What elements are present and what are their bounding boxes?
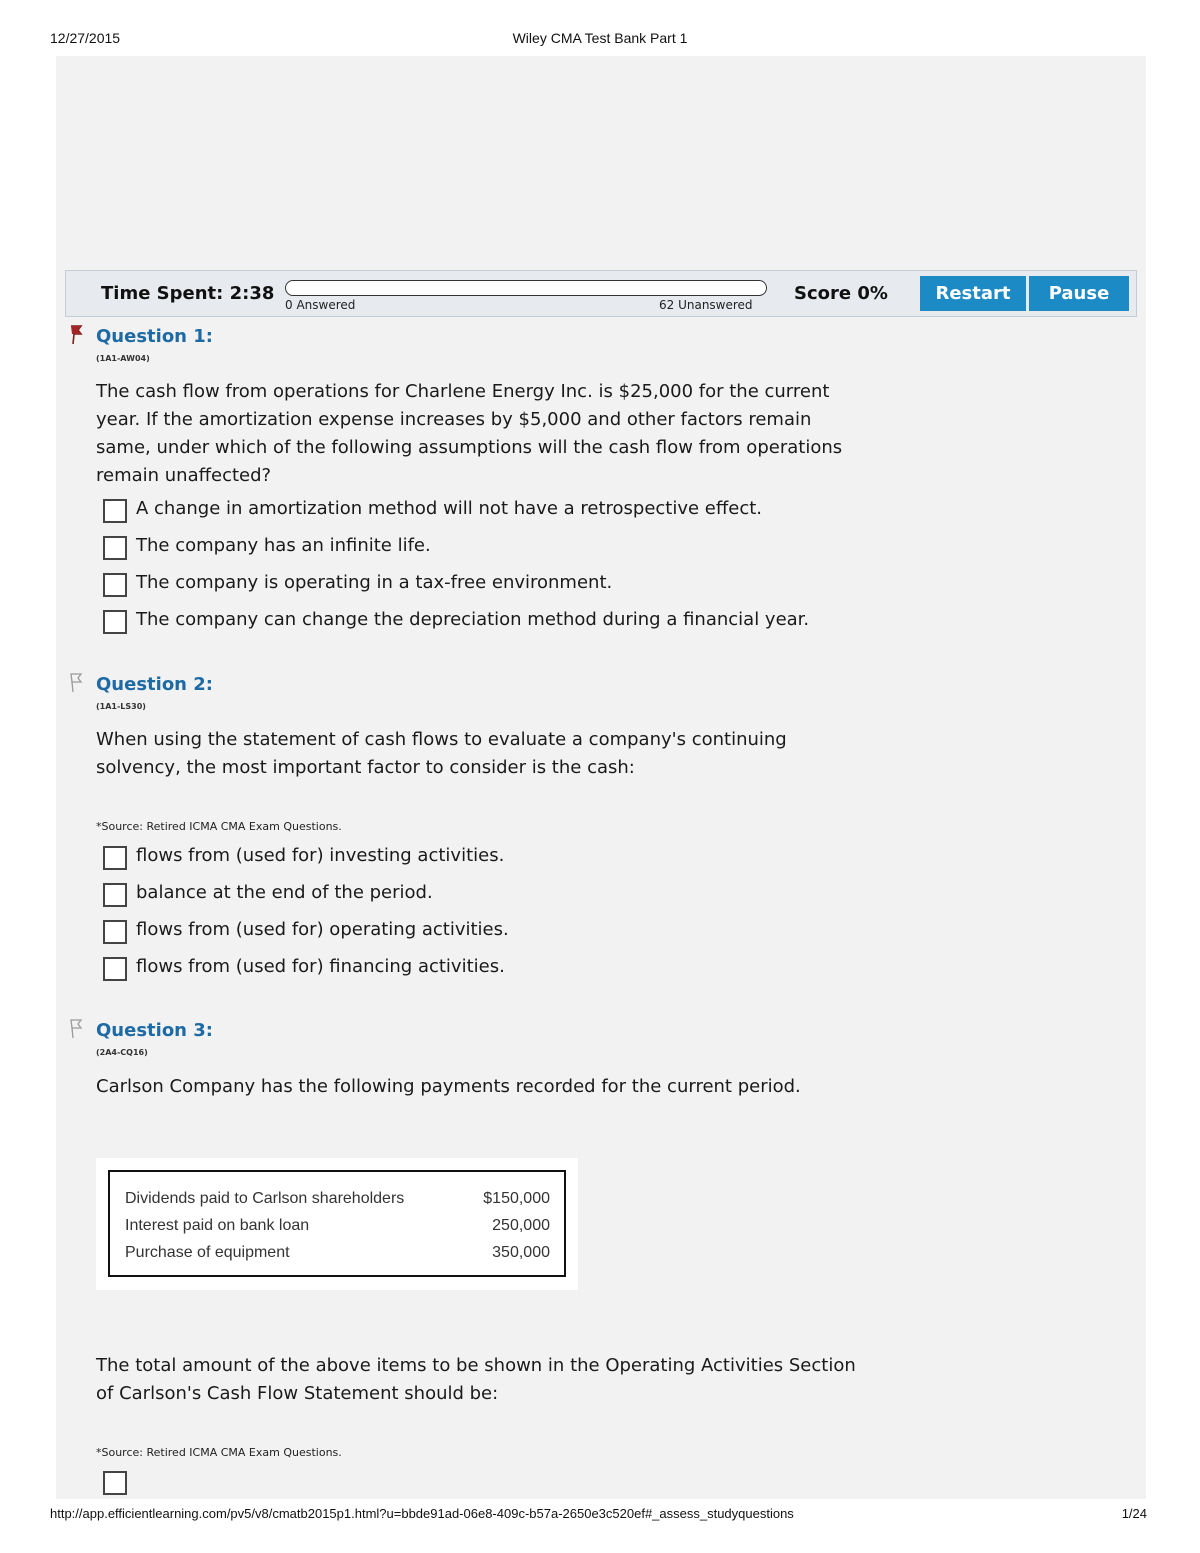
option-label: The company is operating in a tax-free environment.: [136, 572, 613, 593]
assessment-toolbar: [65, 270, 1137, 317]
payments-table-border: [108, 1170, 566, 1277]
checkbox[interactable]: [103, 610, 127, 634]
answer-option[interactable]: [103, 498, 863, 524]
answer-option[interactable]: [103, 535, 863, 561]
answer-option[interactable]: [103, 956, 863, 982]
table-row: [125, 1217, 550, 1239]
flag-icon[interactable]: [68, 1019, 84, 1039]
table-cell-label: Purchase of equipment: [125, 1244, 290, 1261]
answer-option[interactable]: [103, 572, 863, 598]
table-cell-value: 250,000: [492, 1217, 550, 1234]
answer-option[interactable]: [103, 919, 863, 945]
answered-count: 0 Answered: [285, 298, 356, 312]
print-header: [0, 30, 1200, 50]
option-label: flows from (used for) operating activities.: [136, 919, 509, 940]
checkbox[interactable]: [103, 499, 127, 523]
question-title: Question 3:: [96, 1020, 213, 1041]
flag-icon[interactable]: [68, 673, 84, 693]
checkbox[interactable]: [103, 846, 127, 870]
checkbox[interactable]: [103, 883, 127, 907]
option-label: The company has an infinite life.: [136, 535, 431, 556]
table-row: [125, 1190, 550, 1212]
print-date: 12/27/2015: [50, 30, 121, 46]
print-url: http://app.efficientlearning.com/pv5/v8/cmatb2015p1.html?u=bbde91ad-06e8-409c-b57a-2650e3c520ef#_assess_studyquestions: [50, 1506, 794, 1521]
payments-table: [96, 1158, 578, 1290]
question-text: The cash flow from operations for Charlene Energy Inc. is $25,000 for the current year. If the amortization expense increases by $5,000 and other factors remain same, under which of the following assumptions will the cash flow from operations remain unaffected?: [96, 381, 843, 486]
print-footer: [0, 1506, 1200, 1526]
score: Score 0%: [794, 283, 888, 304]
progress-bar: [285, 280, 767, 296]
question-text-continued: The total amount of the above items to be shown in the Operating Activities Section of Carlson's Cash Flow Statement should be:: [96, 1355, 856, 1404]
option-label: flows from (used for) financing activities.: [136, 956, 505, 977]
table-cell-label: Dividends paid to Carlson shareholders: [125, 1190, 405, 1207]
flag-icon[interactable]: [68, 325, 84, 345]
checkbox[interactable]: [103, 957, 127, 981]
checkbox[interactable]: [103, 536, 127, 560]
page-number: 1/24: [1121, 1506, 1147, 1521]
question-title: Question 1:: [96, 326, 213, 347]
option-label: A change in amortization method will not have a retrospective effect.: [136, 498, 763, 519]
table-cell-label: Interest paid on bank loan: [125, 1217, 310, 1234]
option-label: The company can change the depreciation method during a financial year.: [136, 609, 810, 630]
table-cell-value: $150,000: [483, 1190, 550, 1207]
option-label: balance at the end of the period.: [136, 882, 433, 903]
answer-option[interactable]: [103, 845, 863, 871]
print-title: Wiley CMA Test Bank Part 1: [512, 30, 688, 46]
pause-button[interactable]: Pause: [1029, 276, 1129, 311]
unanswered-count: 62 Unanswered: [659, 298, 753, 312]
answer-option[interactable]: [103, 1470, 863, 1496]
question-title: Question 2:: [96, 674, 213, 695]
question-text: Carlson Company has the following payments recorded for the current period.: [96, 1076, 801, 1097]
time-spent: Time Spent: 2:38: [101, 283, 275, 304]
question-text: When using the statement of cash flows to evaluate a company's continuing solvency, the most important factor to consider is the cash:: [96, 729, 787, 778]
checkbox[interactable]: [103, 1471, 127, 1495]
restart-button[interactable]: Restart: [920, 276, 1026, 311]
question-source: *Source: Retired ICMA CMA Exam Questions.: [96, 820, 342, 833]
question-code: (1A1-AW04): [96, 354, 150, 363]
table-cell-value: 350,000: [492, 1244, 550, 1261]
question-code: (2A4-CQ16): [96, 1048, 148, 1057]
table-row: [125, 1244, 550, 1266]
question-source: *Source: Retired ICMA CMA Exam Questions.: [96, 1446, 342, 1459]
answer-option[interactable]: [103, 609, 863, 635]
question-code: (1A1-LS30): [96, 702, 146, 711]
checkbox[interactable]: [103, 920, 127, 944]
answer-option[interactable]: [103, 882, 863, 908]
checkbox[interactable]: [103, 573, 127, 597]
option-label: flows from (used for) investing activities.: [136, 845, 505, 866]
